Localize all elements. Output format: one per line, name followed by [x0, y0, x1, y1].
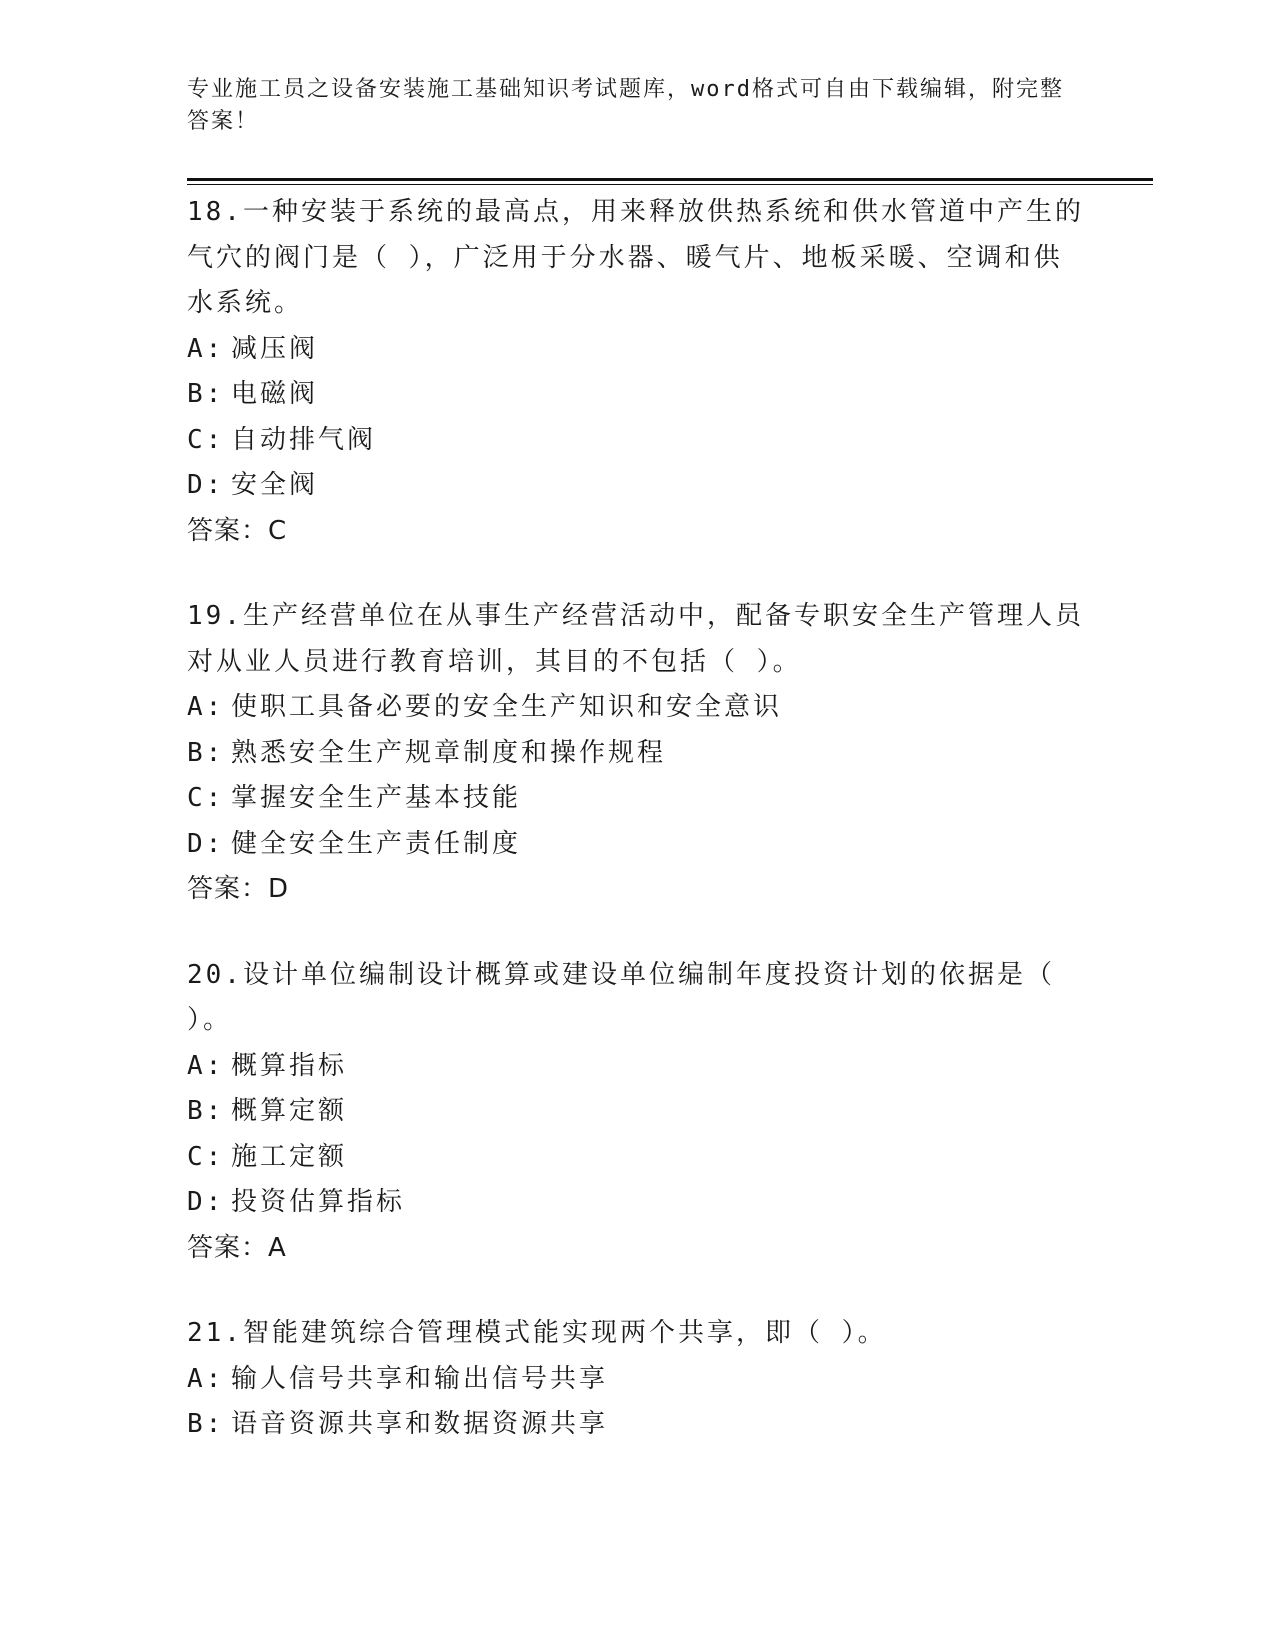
answer-line: 答案：D: [187, 874, 290, 904]
option-key: A:: [187, 692, 225, 722]
option-key: D:: [187, 828, 225, 859]
option-b: [187, 731, 1087, 777]
option-key: B:: [187, 1409, 225, 1439]
option-c: [187, 1135, 1087, 1181]
option-key: C:: [187, 783, 225, 813]
option-text: 健全安全生产责任制度: [231, 828, 522, 859]
option-c: [187, 776, 1087, 822]
option-a: [187, 1357, 1087, 1403]
option-text: 减压阀: [231, 333, 319, 364]
answer-line: 答案：C: [187, 515, 288, 546]
question-20: [187, 953, 1087, 1272]
header-divider-thick: [187, 178, 1153, 181]
option-d: [187, 1180, 1087, 1226]
option-b: [187, 1089, 1087, 1135]
option-key: A:: [187, 1050, 225, 1081]
header-divider-thin: [187, 184, 1153, 185]
option-key: A:: [187, 1363, 225, 1394]
option-key: B:: [187, 379, 225, 409]
option-a: [187, 327, 1087, 373]
option-text: 安全阀: [231, 470, 319, 500]
option-text: 掌握安全生产基本技能: [231, 783, 522, 813]
option-text: 语音资源共享和数据资源共享: [231, 1409, 609, 1439]
option-b: [187, 372, 1087, 418]
option-a: [187, 685, 1087, 731]
option-key: D:: [187, 470, 225, 500]
answer-line: 答案：A: [187, 1232, 287, 1263]
option-a: [187, 1044, 1087, 1090]
question-list: [187, 190, 1087, 1488]
option-key: C:: [187, 1141, 225, 1172]
option-text: 施工定额: [231, 1141, 348, 1172]
question-stem: 19.生产经营单位在从事生产经营活动中，配备专职安全生产管理人员对从业人员进行教育培训，其目的不包括（ ）。: [187, 601, 1084, 677]
option-d: [187, 822, 1087, 868]
option-text: 熟悉安全生产规章制度和操作规程: [231, 737, 667, 768]
option-c: [187, 418, 1087, 464]
option-text: 自动排气阀: [231, 424, 377, 455]
question-stem: 20.设计单位编制设计概算或建设单位编制年度投资计划的依据是（ ）。: [187, 959, 1055, 1035]
question-19: [187, 594, 1087, 913]
question-stem: 21.智能建筑综合管理模式能实现两个共享，即（ ）。: [187, 1318, 887, 1348]
document-intro: 专业施工员之设备安装施工基础知识考试题库，word格式可自由下载编辑，附完整答案！: [187, 77, 1064, 134]
question-21: [187, 1311, 1087, 1448]
option-key: B:: [187, 1096, 225, 1126]
option-text: 投资估算指标: [231, 1187, 406, 1217]
question-stem: 18.一种安装于系统的最高点，用来释放供热系统和供水管道中产生的气穴的阀门是（ ），广泛用于分水器、暖气片、地板采暖、空调和供水系统。: [187, 197, 1084, 318]
option-key: B:: [187, 737, 225, 768]
option-d: [187, 463, 1087, 509]
option-text: 使职工具备必要的安全生产知识和安全意识: [231, 692, 783, 722]
option-text: 概算定额: [231, 1096, 348, 1126]
option-key: D:: [187, 1187, 225, 1217]
option-text: 概算指标: [231, 1050, 348, 1081]
question-18: [187, 190, 1087, 554]
option-key: A:: [187, 333, 225, 364]
option-key: C:: [187, 424, 225, 455]
option-text: 电磁阀: [231, 379, 319, 409]
option-text: 输人信号共享和输出信号共享: [231, 1363, 609, 1394]
option-b: [187, 1402, 1087, 1448]
